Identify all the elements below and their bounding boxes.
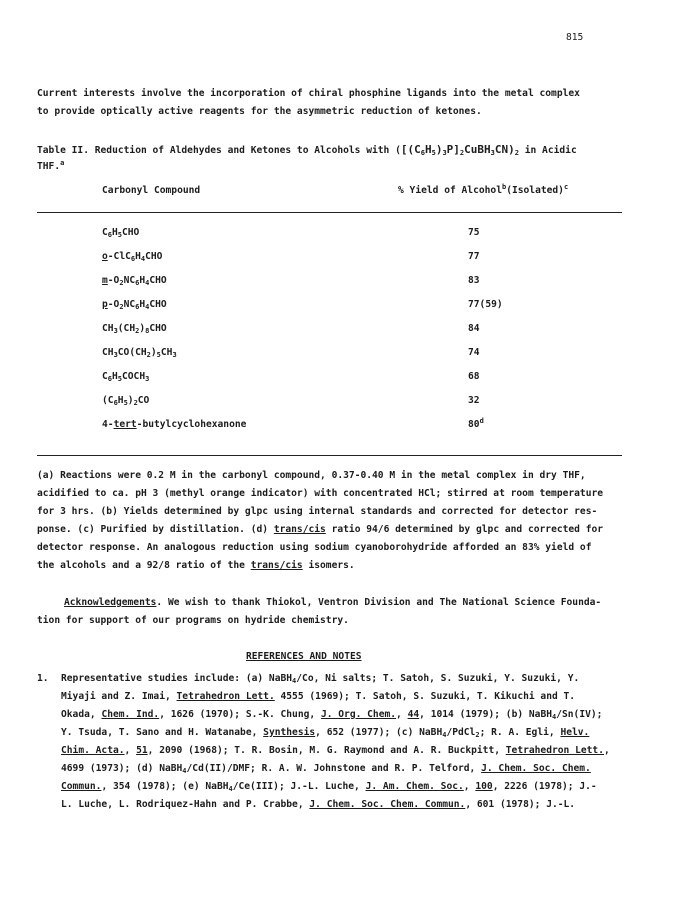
compound-cell: $-ClC_6H_4CHO$ (107, 251, 163, 263)
footnote-line: detector response. An analogous reduction using sodium cyanoborohydride afforded an 83% yield of (37, 542, 592, 553)
table-caption-suffix: in Acidic (524, 145, 577, 156)
yield-cell: 68 (468, 371, 480, 382)
reference-line: Okada, Chem. Ind., 1626 (1970); S.-K. Chung, J. Org. Chem., 44, 1014 (1979); (b) NaBH$_4$/Sn(IV); (61, 709, 603, 721)
footnote-line: (a) Reactions were 0.2 M in the carbonyl compound, 0.37-0.40 M in the metal complex in dry THF, (37, 470, 586, 481)
yield-cell: 77(59) (468, 299, 503, 310)
table-row (102, 347, 177, 359)
footnote-line: the alcohols and a 92/8 ratio of the trans/cis isomers. (37, 560, 355, 571)
reference-line: Miyaji and Z. Imai, Tetrahedron Lett. 4555 (1969); T. Satoh, S. Suzuki, T. Kikuchi and T. (61, 691, 576, 702)
table-caption-line-2 (37, 161, 64, 173)
table-row (102, 275, 167, 287)
col-header-yield (398, 185, 568, 197)
compound-cell: $CH_3CO(CH_2)_5CH_3$ (102, 347, 177, 359)
compound-cell: $C_6H_5CHO$ (102, 227, 140, 239)
acknowledgements-text: . We wish to thank Thiokol, Ventron Division and The National Science Founda- (156, 597, 602, 608)
compound-cell: $(C_6H_5)_2CO$ (102, 395, 150, 407)
reference-line: L. Luche, L. Rodriquez-Hahn and P. Crabbe, J. Chem. Soc. Chem. Commun., 601 (1978); J.-L. (61, 799, 576, 810)
yield-cell (468, 419, 484, 431)
table-row (102, 251, 162, 263)
intro-line-1: Current interests involve the incorporation of chiral phosphine ligands into the metal complex (37, 88, 580, 99)
yield-cell: 77 (468, 251, 480, 262)
table-caption-formula: $[(C_6H_5)_3P]_2CuBH_3CN)_2$ (400, 143, 519, 157)
compound-cell: $C_6H_5COCH_3$ (102, 371, 150, 383)
table-row (102, 395, 149, 407)
footnote-marker-c: c (563, 183, 569, 191)
references-heading: REFERENCES AND NOTES (246, 651, 362, 662)
yield-cell: 84 (468, 323, 480, 334)
reference-line: Y. Tsuda, T. Sano and H. Watanabe, Synthesis, 652 (1977); (c) NaBH$_4$/PdCl$_2$; R. A. Egli, Helv. (61, 727, 590, 739)
acknowledgements-line-2: tion for support of our programs on hydride chemistry. (37, 615, 349, 626)
table-row (102, 323, 167, 335)
footnote-line: ponse. (c) Purified by distillation. (d) trans/cis ratio 94/6 determined by glpc and corrected for (37, 524, 604, 535)
prefix-m: m (102, 275, 108, 286)
yield-cell: 74 (468, 347, 480, 358)
intro-line-2: to provide optically active reagents for the asymmetric reduction of ketones. (37, 106, 482, 117)
reference-line: 4699 (1973); (d) NaBH$_4$/Cd(II)/DMF; R. A. W. Johnstone and R. P. Telford, J. Chem. Soc. Chem. (61, 763, 591, 775)
reference-line: Chim. Acta., 51, 2090 (1968); T. R. Bosin, M. G. Raymond and A. R. Buckpitt, Tetrahedron Lett., (61, 745, 610, 756)
footnote-marker-d: d (479, 417, 484, 425)
prefix-o: o (102, 251, 108, 262)
footnote-marker-a: a (60, 159, 65, 167)
col-header-yield-rest: (Isolated) (506, 185, 564, 196)
table-row (102, 371, 149, 383)
table-row (102, 419, 246, 431)
col-header-compound: Carbonyl Compound (102, 185, 201, 196)
table-row (102, 227, 139, 239)
compound-cell: $CH_3(CH_2)_8CHO$ (102, 323, 167, 335)
table-caption (37, 143, 577, 157)
acknowledgements-line-1 (64, 597, 601, 609)
footnote-line: acidified to ca. pH 3 (methyl orange indicator) with concentrated HCl; stirred at room temperature (37, 488, 604, 499)
prefix-p: p (102, 299, 108, 310)
col-header-yield-text: % Yield of Alcohol (398, 185, 502, 196)
yield-cell: 83 (468, 275, 480, 286)
yield-cell: 32 (468, 395, 480, 406)
compound-cell: 4-tert-butylcyclohexanone (102, 419, 247, 430)
reference-line: Representative studies include: (a) NaBH$_4$/Co, Ni salts; T. Satoh, S. Suzuki, Y. Suzuki, Y. (61, 673, 580, 685)
yield-value: 80 (468, 419, 480, 430)
table-caption-thf: THF. (37, 161, 61, 172)
table-caption-prefix: Table II. Reduction of Aldehydes and Ketones to Alcohols with ( (37, 145, 401, 156)
footnote-line: for 3 hrs. (b) Yields determined by glpc using internal standards and corrected for detector res- (37, 506, 598, 517)
yield-cell: 75 (468, 227, 480, 238)
table-top-rule (37, 212, 622, 213)
acknowledgements-label: Acknowledgements (64, 597, 157, 608)
table-row (102, 299, 167, 311)
table-bottom-rule (37, 455, 622, 456)
reference-number: 1. (37, 673, 49, 684)
page-number: 815 (566, 32, 584, 43)
compound-cell: $-O_2NC_6H_4CHO$ (107, 275, 167, 287)
compound-cell: $-O_2NC_6H_4CHO$ (107, 299, 167, 311)
reference-line: Commun., 354 (1978); (e) NaBH$_4$/Ce(III); J.-L. Luche, J. Am. Chem. Soc., 100, 2226 (1978); J.- (61, 781, 597, 793)
footnote-marker-b: b (501, 183, 507, 191)
